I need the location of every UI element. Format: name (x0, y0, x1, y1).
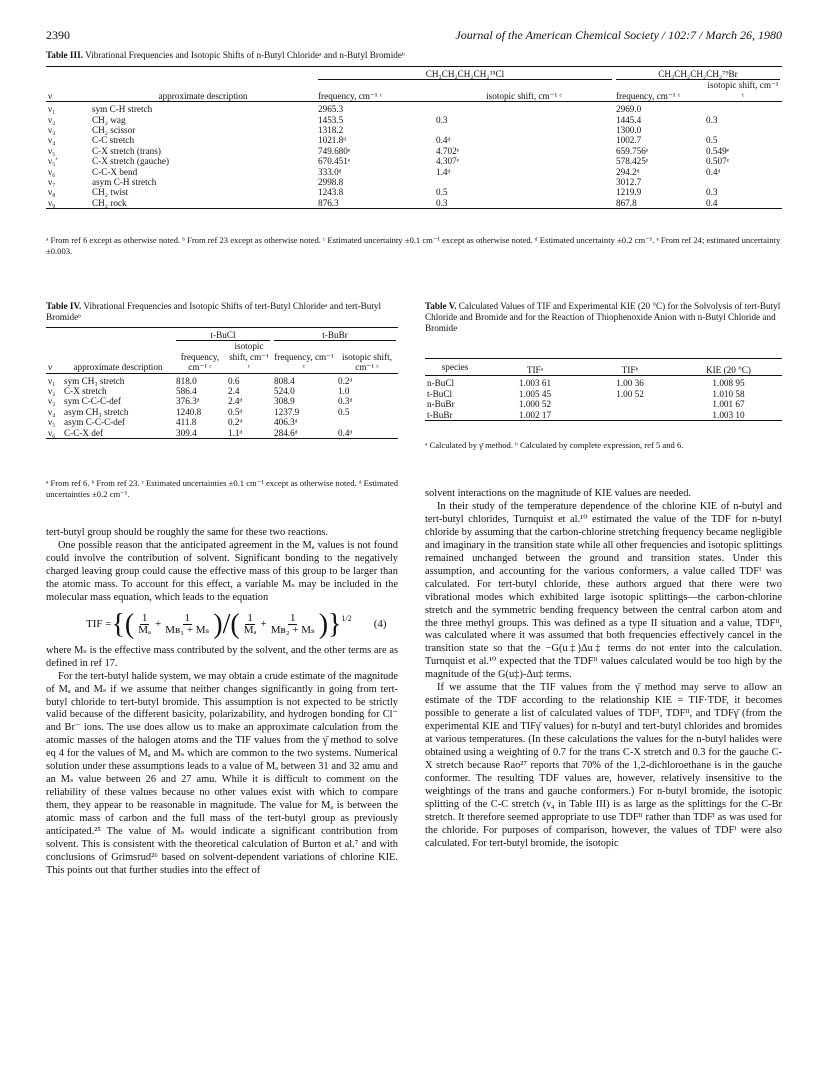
table-cell: 2.4 (228, 386, 240, 397)
table-cell: 0.5ᵈ (228, 406, 243, 417)
table-iv-caption-text: Vibrational Frequencies and Isotopic Shifts of tert-Butyl Chlorideᵃ and tert-Butyl Bromideᵇ (46, 301, 382, 322)
table-cell: ν₇ (48, 177, 56, 188)
table-cell: ν₆ (48, 427, 56, 438)
table-cell: 749.680ᵉ (318, 145, 351, 156)
table-cell: 3012.7 (616, 177, 642, 188)
journal-citation: Journal of the American Chemical Society / 102:7 / March 26, 1980 (455, 28, 782, 42)
table-cell: ν₂ (48, 114, 56, 125)
table-cell: C-X stretch (64, 386, 107, 397)
table-cell: ν₅ (48, 417, 56, 428)
table-row (46, 146, 782, 156)
table-cell: 1237.9 (274, 406, 300, 417)
table-v-col-tif-a: TIFᵃ (526, 365, 544, 375)
table-row (46, 115, 782, 125)
table-row (46, 187, 782, 197)
table-row (46, 125, 782, 135)
table-cell: 1.00 36 (616, 378, 644, 389)
table-cell: 0.4ᵈ (436, 135, 451, 146)
table-cell: 1243.8 (318, 187, 344, 198)
table-cell: 2.4ᵈ (228, 396, 243, 407)
right-paragraph-1: solvent interactions on the magnitude of KIE values are needed. (425, 488, 692, 499)
left-paragraph-3: where Mₛ is the effective mass contributed by the solvent, and the other terms are as defined in ref 17. (46, 644, 398, 669)
table-iv-footnote: ᵃ From ref 6. ᵇ From ref 23. ᶜ Estimated uncertainties ±0.1 cm⁻¹ except as otherwise noted. ᵈ Estimated uncertainties ±0.2 cm⁻¹. (46, 478, 399, 499)
table-cell: 1219.9 (616, 187, 642, 198)
table-cell: 1.008 95 (712, 378, 745, 389)
left-paragraph-1: tert-butyl group should be roughly the same for these two reactions. (46, 527, 328, 538)
table-cell: 0.3ᵈ (338, 396, 353, 407)
table-cell: ν₄ (48, 406, 56, 417)
table-cell: 0.5 (338, 406, 350, 417)
table-cell: 0.4ᵈ (706, 166, 721, 177)
table-cell (704, 102, 782, 115)
table-cell: 0.2ᵈ (228, 417, 243, 428)
table-cell: ν₆ (48, 166, 56, 177)
table-cell: 808.4 (274, 375, 295, 386)
table-cell: 406.3ᵈ (274, 417, 298, 428)
table-cell (704, 125, 782, 135)
table-cell: n-BuBr (427, 399, 455, 410)
table-iii-footnote: ᵃ From ref 6 except as otherwise noted. ᵇ From ref 23 except as otherwise noted. ᶜ Estimated uncertainty ±0.1 cm⁻¹ except as otherwise noted. ᵈ Estimated uncertainty ±0.2 cm⁻¹. ᵉ From ref 24; estimated uncertainty ±0.003. (46, 235, 781, 256)
table-row (46, 386, 398, 396)
table-cell: 2969.0 (616, 104, 642, 115)
table-cell: C-C-X bend (92, 166, 138, 177)
eq-number: (4) (373, 618, 387, 631)
table-cell: 294.2ᵈ (616, 166, 640, 177)
table-cell: 1021.8ᵈ (318, 135, 347, 146)
table-cell: 0.507ᵉ (706, 156, 730, 167)
table-cell: 670.451ᵉ (318, 156, 351, 167)
table-row (46, 373, 398, 386)
eq-num-3: 1 (247, 612, 253, 625)
table-cell: 1445.4 (616, 114, 642, 125)
table-v-col-species: species (441, 362, 469, 372)
eq-den-mb2: Mʙ₂ + Mₛ (270, 624, 315, 637)
table-cell: 578.425ᵉ (616, 156, 649, 167)
table-cell: 376.3ᵈ (176, 396, 200, 407)
table-cell: asym C-C-C-def (64, 417, 125, 428)
table-iv-col-shift-cl: isotopic shift, cm⁻¹ ᶜ (229, 341, 269, 373)
right-paragraph-2: In their study of the temperature dependence of the chlorine KIE of n-butyl and tert-butyl chlorides, Turnquist et al.¹⁰ estimated the value of the TDF for n-butyl chloride by assuming that the carbon-chlorine stretching frequency became negligible and imaginary in the transition state while all other frequencies and isotopic splittings remained unchanged between the ground and transition states. Under this assumption, and accounting for the various conformers, a value called TDFᴵ was calculated. For tert-butyl chloride, these authors argued that there were two vibrational modes which exhibited large isotopic splittings—the carbon-chlorine stretch and the symmetric bending frequency between the central carbon atom and the three methyl groups. This was defined as a type II situation and a value, TDFᴵᴵ, was calculated where it was assumed that both frequencies effectively cancel in the transition state so that the −G(u‡)Δu‡ terms do not enter into the calculation. Turnquist et al.¹⁰ expected that the TDFᴵᴵ values calculated would be too high by the magnitude of the G(u‡)-Δu‡ terms. (425, 500, 782, 681)
table-row (46, 102, 782, 115)
table-cell: 1240.8 (176, 406, 202, 417)
table-cell: 1002.7 (616, 135, 642, 146)
table-cell: 0.3 (436, 197, 448, 208)
table-cell: CH₂ rock (92, 197, 127, 208)
table-cell: 4.702ᵉ (436, 145, 460, 156)
table-cell: 1.4ᵈ (436, 166, 451, 177)
table-cell: ν₃ (48, 396, 56, 407)
table-cell (336, 417, 398, 427)
table-iii-caption (46, 50, 782, 61)
table-iv-label: Table IV. (46, 301, 82, 311)
table-cell: 0.3 (436, 114, 448, 125)
table-cell: ν₄ (48, 135, 56, 146)
table-cell: CH₂ twist (92, 187, 129, 198)
right-column (425, 488, 782, 851)
table-iv-col-shift-br: isotopic shift, cm⁻¹ ᶜ (341, 351, 393, 373)
table-cell: 0.4ᵈ (338, 427, 353, 438)
table-cell: ν₈ (48, 187, 56, 198)
table-cell: 308.9 (274, 396, 295, 407)
table-cell: 586.4 (176, 386, 197, 397)
table-cell: 0.4 (706, 197, 718, 208)
table-cell: 876.3 (318, 197, 339, 208)
table-cell: 1.00 52 (616, 388, 644, 399)
table-cell: ν₅ʹ (48, 156, 58, 167)
table-row (46, 428, 398, 439)
table-cell: 659.756ᵉ (616, 145, 649, 156)
table-cell: 0.6 (228, 375, 240, 386)
table-row (425, 399, 782, 409)
left-column (46, 527, 398, 878)
table-cell: ν₂ (48, 386, 56, 397)
table-v-caption-text: Calculated Values of TIF and Experimental KIE (20 °C) for the Solvolysis of tert-Butyl Chloride and Bromide and for the Reaction of Thiophenoxide Anion with n-Butyl Chloride and Bromide (425, 301, 781, 333)
table-cell: 1.002 17 (518, 409, 552, 420)
table-iv-col-freq-cl: frequency, cm⁻¹ ᶜ (180, 351, 220, 373)
table-cell: C-X stretch (gauche) (92, 156, 170, 167)
table-cell: 309.4 (176, 427, 197, 438)
table-cell: 411.8 (176, 417, 197, 428)
table-cell (585, 410, 675, 421)
table-cell: asym CH₃ stretch (64, 406, 129, 417)
right-paragraph-3: If we assume that the TIF values from the γ̄ method may serve to allow an estimate of the TDF according to the relationship KIE = TIF·TDF, it becomes possible to generate a list of calculated values of TDFᴵ, TDFᴵᴵ, and TDFγ̄ (from the experimental KIE and TIFγ̄ values) for n-butyl and tert-butyl chlorides and bromides at various temperatures. (In these calculations the values for the n-butyl halides were obtained using a weighting of 0.7 for the trans C-X stretch and 0.3 for the gauche C-X stretch because Rao²⁷ reports that 70% of the 1,2-dichloroethane is in the gauche conformer. The resulting TDF values are, however, relatively insensitive to the weightings of the trans and gauche conformers.) For n-butyl bromide, the isotopic splitting of the C-C stretch (ν₄ in Table III) is as large as the splittings for the C-Br stretch. It therefore seemed appropriate to use TDFᴵᴵ rather than TDFᴵ as was used for the chloride. For purposes of comparison, however, the values of TDFᴵ were also calculated. For tert-butyl bromide, the isotopic (425, 682, 782, 849)
table-iii-col-freq-br: frequency, cm⁻¹ ᶜ (616, 90, 681, 101)
table-cell: sym C-H stretch (92, 104, 153, 115)
table-row (46, 167, 782, 177)
table-cell: ν₅ (48, 145, 56, 156)
eq-den-ma-1: Mₐ (138, 624, 152, 637)
table-cell: 1.003 61 (518, 378, 552, 389)
table-v-footnote: ᵃ Calculated by γ̄ method. ᵇ Calculated by complete expression, ref 5 and 6. (425, 440, 684, 450)
table-iv-caption (46, 301, 398, 323)
table-cell: 0.3 (706, 187, 718, 198)
table-iii-col-shift-br: isotopic shift, cm⁻¹ ᶜ (707, 80, 779, 101)
table-iii-col-desc: approximate description (158, 90, 248, 101)
table-cell: asym C-H stretch (92, 177, 157, 188)
table-cell (434, 125, 614, 135)
table-cell: ν₉ (48, 197, 56, 208)
table-row (46, 198, 782, 209)
table-cell: 0.2ᵈ (338, 375, 353, 386)
page-header (46, 28, 782, 44)
table-iv-col-nu: ν (48, 362, 53, 373)
page-number: 2390 (46, 28, 70, 42)
table-iii (46, 66, 782, 209)
table-cell: 0.5 (436, 187, 448, 198)
table-row (46, 417, 398, 427)
table-cell: 1.005 45 (518, 388, 552, 399)
table-cell: 1.0 (338, 386, 350, 397)
table-cell: sym CH₃ stretch (64, 375, 125, 386)
table-cell: 818.0 (176, 375, 197, 386)
table-cell: 0.549ᵉ (706, 145, 730, 156)
table-cell: 1300.0 (616, 125, 642, 136)
table-cell: ν₁ (48, 104, 56, 115)
table-v-col-kie: KIE (20 °C) (705, 365, 751, 375)
table-iv-group-tbucl: t-BuCl (176, 330, 270, 341)
equation-4: TIF = { ( $\frac{1}{\text{Mₐ}}$ + $\frac{1}{\text{Mʙ₁ + Mₛ}}$ ) / ( $\frac{1}{\text{Mₐ}}$ + $\frac{1}{\text{Mʙ₂ + Mₛ}}$ ) } $^{1/2}$ (4) (86, 608, 387, 640)
eq-exponent: 1/2 (341, 613, 352, 623)
table-cell: sym C-C-C-def (64, 396, 121, 407)
table-cell: 1.001 67 (712, 399, 745, 410)
table-cell: ν₁ (48, 375, 56, 386)
eq-num-2: 1 (184, 612, 191, 625)
table-cell: 2965.3 (318, 104, 344, 115)
table-iv-col-freq-br: frequency, cm⁻¹ ᶜ (274, 351, 334, 373)
table-cell: 1.1ᵈ (228, 427, 243, 438)
table-cell: CH₂ scissor (92, 125, 136, 136)
table-iii-group-chloride: CH₃CH₂CH₂CH₂³⁵Cl (318, 69, 612, 80)
table-v-col-tif-b: TIFᵇ (621, 365, 639, 375)
table-cell: 2998.8 (318, 177, 344, 188)
table-cell: 1318.2 (318, 125, 344, 136)
table-cell: 4.307ᵉ (436, 156, 460, 167)
table-row (46, 156, 782, 166)
table-iii-group-bromide: CH₃CH₂CH₂CH₂⁷⁹Br (616, 69, 780, 80)
table-cell: 333.0ᵈ (318, 166, 342, 177)
table-cell: C-C-X def (64, 427, 104, 438)
table-iii-col-nu: ν (48, 90, 53, 101)
table-iii-col-freq-cl: frequency, cm⁻¹ ᶜ (318, 90, 383, 101)
table-cell: 1.000 52 (518, 399, 552, 410)
table-cell: 867.8 (616, 197, 637, 208)
table-row (46, 407, 398, 417)
table-cell: C-X stretch (trans) (92, 145, 161, 156)
table-iv-col-desc: approximate description (73, 362, 163, 373)
table-cell: C-C stretch (92, 135, 135, 146)
table-iii-caption-text: Vibrational Frequencies and Isotopic Shifts of n-Butyl Chlorideᵃ and n-Butyl Bromideᵇ (85, 50, 405, 60)
table-iii-label: Table III. (46, 50, 83, 60)
table-cell (704, 177, 782, 187)
table-v-caption (425, 301, 782, 334)
table-cell: 284.6ᵈ (274, 427, 298, 438)
table-row (46, 396, 398, 406)
table-cell: 524.0 (274, 386, 295, 397)
table-row (425, 376, 782, 389)
table-v (425, 358, 782, 421)
table-iv-group-tbubr: t-BuBr (274, 330, 396, 341)
table-cell (434, 102, 614, 115)
eq-den-ma-2: Mₐ (243, 624, 257, 637)
table-iv (46, 327, 398, 439)
table-row (46, 135, 782, 145)
table-row (425, 389, 782, 399)
table-cell: ν₃ (48, 125, 56, 136)
eq-lhs: TIF = (86, 618, 112, 631)
eq-num-4: 1 (289, 612, 296, 625)
table-cell: t-BuCl (427, 388, 453, 399)
left-paragraph-4: For the tert-butyl halide system, we may obtain a crude estimate of the magnitude of Mₐ and Mₛ if we assume that neither changes significantly in going from tert-butyl chloride to tert-butyl bromide. This assumption is not expected to be strictly valid because of the different basicity, polarizability, and hydrogen bonding for Cl⁻ and Br⁻ ions. The use does allow us to make an approximate calculation from the atomic masses of the halogen atoms and the TIF values from the γ̄ method to solve eq 4 for the values of Mₐ and Mₛ which are common to the two systems. Numerical solution under these assumptions leads to a value of Mₐ between 31 and 32 amu and an Mₛ value between 26 and 27 amu. While it is difficult to comment on the reliability of these values because no other values exist with which to compare them, they appear to be reasonable in magnitude. The value for Mₐ is between the atomic mass of carbon and the full mass of the tert-butyl group as previously anticipated.²⁵ The value of Mₛ would indicate a significant contribution from solvent. This is consistent with the theoretical calculation of Burton et al.⁷ and with conclusions of Grimsrud²⁶ based on solvent-dependent variations of chlorine KIE. This points out that further studies into the effect of (46, 670, 398, 876)
table-row (46, 177, 782, 187)
left-paragraph-2: One possible reason that the anticipated agreement in the Mₐ values is not found could involve the contribution of solvent. Significant bonding to the negatively charged leaving group could cause the effective mass of this group to be larger than the atomic mass. To account for this effect, a variable Mₛ may be included in the molecular mass equation, which leads to the equation (46, 539, 398, 603)
eq-num-1: 1 (141, 612, 148, 625)
table-cell: 1.010 58 (712, 388, 745, 399)
table-cell: t-BuBr (427, 409, 453, 420)
table-iii-col-shift-cl: isotopic shift, cm⁻¹ ᶜ (486, 90, 562, 101)
table-cell: 1453.5 (318, 114, 344, 125)
table-row (425, 410, 782, 421)
table-cell: 1.003 10 (712, 409, 745, 420)
eq-den-mb1: Mʙ₁ + Mₛ (165, 624, 210, 637)
table-cell: 0.5 (706, 135, 718, 146)
table-v-label: Table V. (425, 301, 457, 311)
table-cell (585, 399, 675, 409)
table-cell: CH₂ wag (92, 114, 126, 125)
table-cell: 0.3 (706, 114, 718, 125)
table-cell: n-BuCl (427, 378, 455, 389)
table-cell (434, 177, 614, 187)
